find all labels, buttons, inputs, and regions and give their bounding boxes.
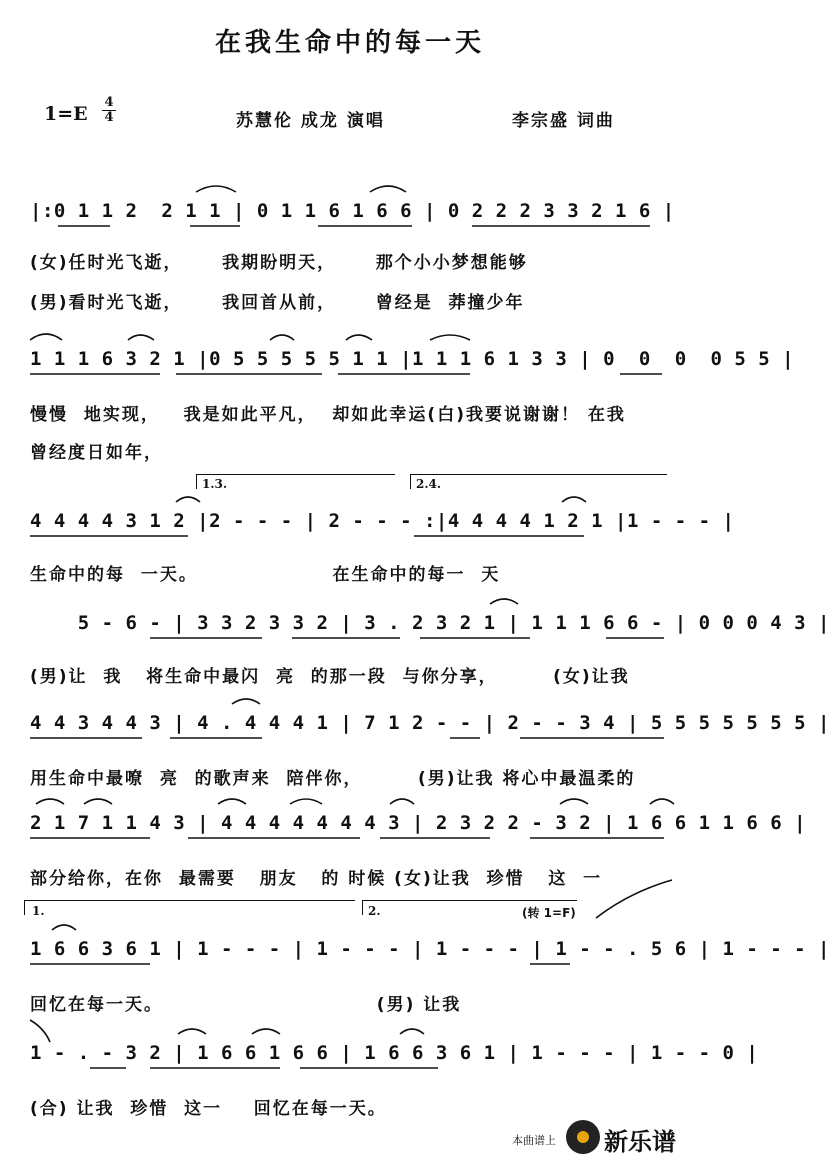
volta-label: 1.3. [202,477,228,491]
score-title: 在我生命中的每一天 [214,28,485,58]
slur-mark [196,186,236,192]
slur-mark [232,699,260,704]
footer-note: 本曲谱上 [512,1134,556,1147]
slur-mark [52,925,76,930]
volta-label: 2.4. [416,477,442,491]
lyric-line: (合) 让我 珍惜 这一 回忆在每一天。 [30,1099,387,1119]
volta-label: 1. [32,904,45,918]
volta-label: 2. [368,904,381,918]
time-signature [102,96,116,125]
slur-mark [390,799,414,804]
vinyl-record-icon [566,1120,600,1154]
slur-mark [370,186,406,192]
key-signature: 1=E [44,103,88,125]
notation-line: 1 - . - 3 2 | 1 6 6 1 6 6 | 1 6 6 3 6 1 | 1 - - - | 1 - - 0 | [30,1042,759,1064]
slur-mark [400,1029,424,1034]
slur-mark [650,799,674,804]
volta-bracket-second [410,474,667,489]
lyric-line: 生命中的每 一天。 在生命中的每一 天 [30,565,501,585]
slur-mark [562,497,586,502]
time-signature-bottom: 4 [102,110,116,125]
notation-line: 4 4 4 4 3 1 2 |2 - - - | 2 - - - :|4 4 4 4 1 2 1 |1 - - - | [30,510,735,532]
notation-line: 2 1 7 1 1 4 3 | 4 4 4 4 4 4 4 3 | 2 3 2 2 - 3 2 | 1 6 6 1 1 6 6 | [30,812,807,834]
notation-line: 1 1 1 6 3 2 1 |0 5 5 5 5 5 1 1 |1 1 1 6 1 3 3 | 0 0 0 0 5 5 | [30,348,795,370]
volta-bracket-first [24,900,355,915]
lyric-line: (男)看时光飞逝， 我回首从前， 曾经是 莽撞少年 [30,293,525,313]
slur-mark [346,335,372,340]
time-signature-top: 4 [104,95,114,110]
key-change-note: (转 1=F) [522,906,576,920]
slur-mark [30,1020,50,1042]
slur-mark [560,799,588,804]
notation-line: 1 6 6 3 6 1 | 1 - - - | 1 - - - | 1 - - - | 1 - - . 5 6 | 1 - - - | [30,938,830,960]
slur-mark [290,799,322,804]
notation-line: 4 4 3 4 4 3 | 4 . 4 4 4 1 | 7 1 2 - - | 2 - - 3 4 | 5 5 5 5 5 5 5 | [30,712,830,734]
notation-line: 5 - 6 - | 3 3 2 3 3 2 | 3 . 2 3 2 1 | 1 1 1 6 6 - | 0 0 0 4 3 | [30,612,830,634]
slur-mark [36,799,64,804]
notation-line: |:0 1 1 2 2 1 1 | 0 1 1 6 1 6 6 | 0 2 2 2 3 3 2 1 6 | [30,200,675,222]
slur-mark [218,799,246,804]
slur-mark [128,335,154,340]
lyric-line: 回忆在每一天。 (男) 让我 [30,995,462,1015]
lyric-line: 部分给你，在你 最需要 朋友 的 时候 (女)让我 珍惜 这 一 [30,869,603,889]
slur-mark [30,334,62,340]
performers-credit: 苏慧伦 成龙 演唱 [236,111,385,131]
lyric-line: (女)任时光飞逝， 我期盼明天， 那个小小梦想能够 [30,253,528,273]
lyric-line: 慢慢 地实现， 我是如此平凡， 却如此幸运(白)我要说谢谢！ 在我 [30,405,626,425]
lyric-line: 曾经度日如年， [30,443,163,463]
slur-mark [270,335,294,340]
slur-mark [84,799,112,804]
writer-credit: 李宗盛 词曲 [512,111,615,131]
lyric-line: (男)让 我 将生命中最闪 亮 的那一段 与你分享， (女)让我 [30,667,630,687]
slur-mark [252,1029,280,1034]
slur-mark [176,497,200,502]
slur-mark [430,335,470,340]
brand-logo-text: 新乐谱 [604,1128,676,1156]
slur-mark [178,1029,206,1034]
slur-mark [490,599,518,604]
lyric-line: 用生命中最嘹 亮 的歌声来 陪伴你， (男)让我 将心中最温柔的 [30,769,636,789]
